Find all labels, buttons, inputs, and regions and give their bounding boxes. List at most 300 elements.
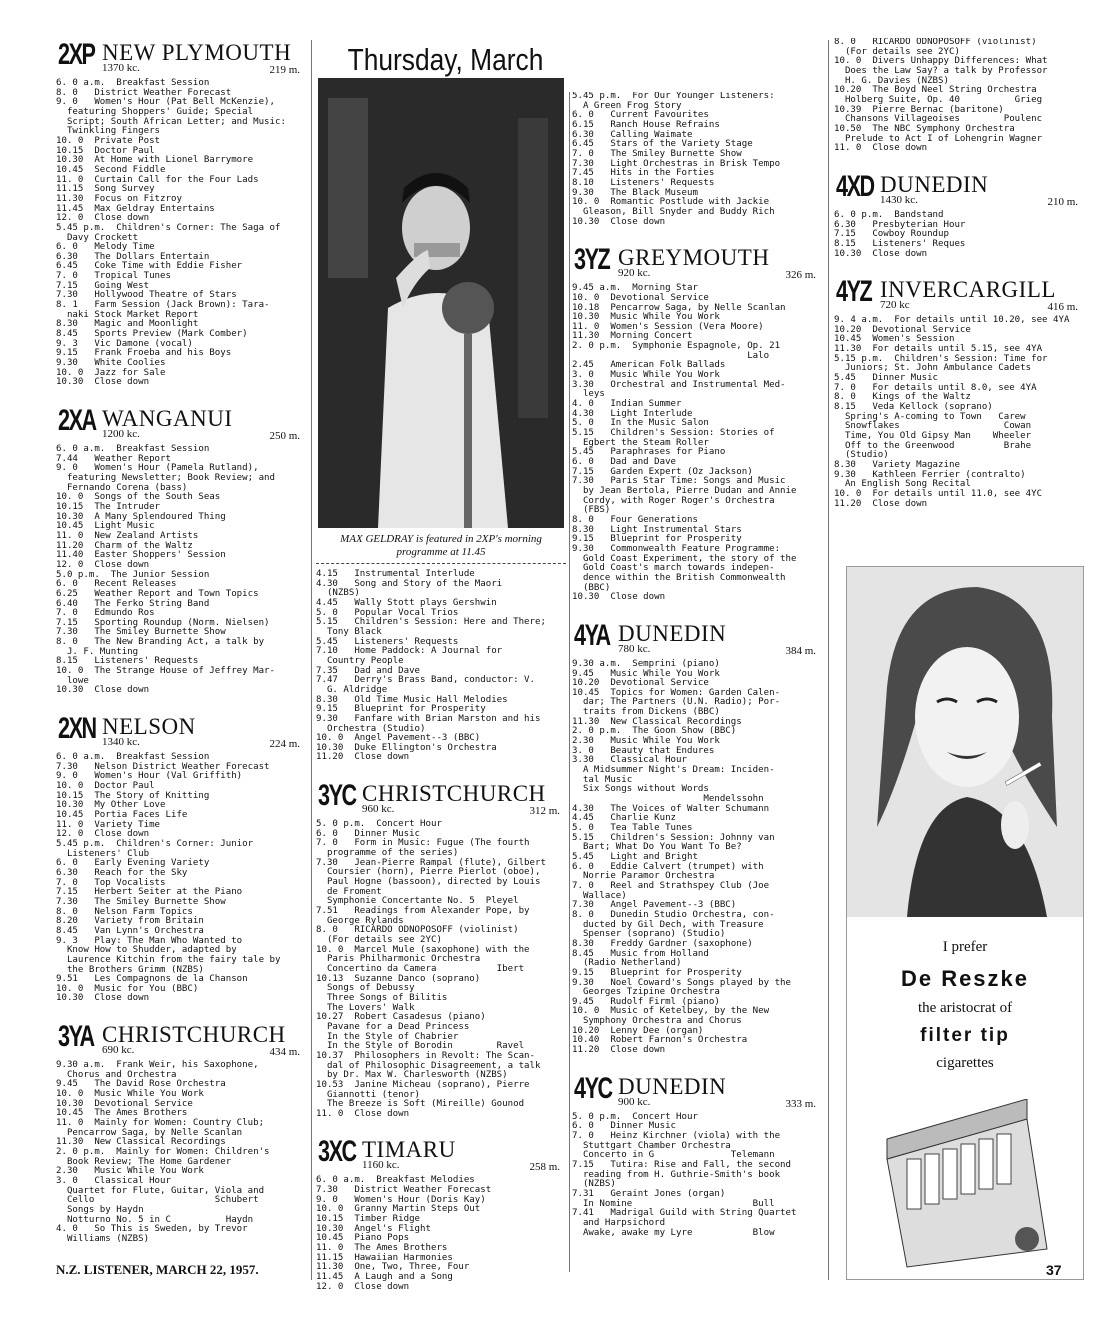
- station-frequency: 920 kc.: [618, 267, 651, 280]
- programme-line: 10.18 Pencarrow Saga, by Nelle Scanlan: [572, 302, 786, 313]
- station-name: DUNEDIN: [618, 620, 727, 646]
- programme-line: 6.45 Stars of the Variety Stage: [572, 139, 753, 150]
- programme-line: 9.51 Les Compagnons de la Chanson: [56, 974, 248, 985]
- programme-line: the Brothers Grimm (NZBS): [56, 964, 204, 975]
- programme-line: Stuttgart Chamber Orchestra: [572, 1140, 731, 1151]
- station-wavelength: 416 m.: [1047, 301, 1078, 314]
- programme-line: 8. 0 Kings of the Waltz: [834, 392, 971, 403]
- programme-line: Lalo: [572, 350, 770, 361]
- ad-text: [847, 939, 1083, 1072]
- programme-line: 4. 0 So This is Sweden, by Trevor: [56, 1224, 248, 1235]
- programme-line: 9. 0 Women's Hour (Val Griffith): [56, 771, 243, 782]
- programme-line: 7.30 Hollywood Theatre of Stars: [56, 290, 237, 301]
- programme-line: 5.45 Light and Bright: [572, 851, 698, 862]
- programme-line: 10.30 Close down: [572, 216, 666, 227]
- spacer: [56, 388, 306, 402]
- programme-line: by Jean Bertola, Pierre Dudan and Annie: [572, 485, 797, 496]
- programme-line: 7.45 Hits in the Forties: [572, 168, 715, 179]
- programme-line: 11.45 A Laugh and a Song: [316, 1272, 453, 1283]
- programme-line: 10. 0 For details until 11.0, see 4YC: [834, 488, 1043, 499]
- station-callsign: 2XA: [58, 404, 96, 437]
- programme-line: 10. 0 Devotional Service: [572, 292, 709, 303]
- photo-caption: MAX GELDRAY is featured in 2XP's morning programme at 11.45: [316, 533, 566, 564]
- programme-line: 6.30 Presbyterian Hour: [834, 219, 966, 230]
- programme-listing: [572, 284, 822, 603]
- programme-line: Wallace): [572, 890, 627, 901]
- programme-line: 10.45 Topics for Women: Garden Calen-: [572, 687, 781, 698]
- station-name: TIMARU: [362, 1137, 456, 1163]
- programme-line: 6.30 Calling Waimate: [572, 129, 693, 140]
- spacer: [56, 1245, 306, 1259]
- column-2: [316, 36, 566, 1306]
- spacer: [316, 763, 566, 777]
- programme-line: 10.27 Robert Casadesus (piano): [316, 1012, 486, 1023]
- programme-line: 11.30 New Classical Recordings: [56, 1137, 226, 1148]
- programme-line: 10.30 Close down: [834, 248, 928, 259]
- station-header: [56, 712, 306, 752]
- programme-line: 10.20 The Boyd Neel String Orchestra: [834, 85, 1037, 96]
- programme-line: 7. 0 Form in Music: Fugue (The fourth: [316, 838, 530, 849]
- programme-line: 10. 0 Marcel Mule (saxophone) with the: [316, 944, 530, 955]
- spacer: [56, 696, 306, 710]
- programme-listing: [316, 1176, 566, 1292]
- spacer: [834, 509, 1084, 523]
- photo-max-geldray: [318, 78, 564, 528]
- station-frequency: 780 kc.: [618, 642, 651, 655]
- programme-line: 10.45 Second Fiddle: [56, 164, 166, 175]
- programme-line: Norrie Paramor Orchestra: [572, 871, 715, 882]
- programme-line: 10. 0 Angel Pavement--3 (BBC): [316, 733, 481, 744]
- programme-line: 5.0 p.m. The Junior Session: [56, 569, 210, 580]
- programme-line: 10.30 Music While You Work: [572, 312, 720, 323]
- programme-line: 7. 0 The Smiley Burnette Show: [572, 148, 742, 159]
- spacer: [572, 1238, 822, 1252]
- programme-line: 10.53 Janine Micheau (soprano), Pierre: [316, 1079, 530, 1090]
- programme-line: naki Stock Market Report: [56, 309, 199, 320]
- programme-line: 6.30 Reach for the Sky: [56, 867, 188, 878]
- programme-line: Three Songs of Bilitis: [316, 992, 448, 1003]
- programme-line: 10.39 Pierre Bernac (baritone): [834, 104, 1004, 115]
- programme-listing: [56, 753, 306, 1004]
- programme-line: de Froment: [316, 886, 382, 897]
- programme-line: 10.13 Suzanne Danco (soprano): [316, 973, 481, 984]
- station-wavelength: 434 m.: [269, 1046, 300, 1059]
- station-wavelength: 312 m.: [529, 805, 560, 818]
- programme-line: 6. 0 Early Evening Variety: [56, 858, 210, 869]
- programme-line: 11.40 Easter Shoppers' Session: [56, 550, 226, 561]
- station-callsign: 4YZ: [836, 275, 872, 309]
- programme-line: 11. 0 Variety Time: [56, 819, 161, 830]
- programme-line: 4.30 Song and Story of the Maori: [316, 578, 503, 589]
- programme-line: 10.45 Light Music: [56, 521, 155, 532]
- programme-line: Six Songs without Words: [572, 784, 709, 795]
- programme-line: 8. 0 District Weather Forecast: [56, 87, 232, 98]
- programme-line: Bart; What Do You Want To Be?: [572, 842, 742, 853]
- station-frequency: 690 kc.: [102, 1044, 135, 1057]
- programme-line: 6. 0 Dinner Music: [316, 828, 421, 839]
- station-name: NELSON: [102, 714, 196, 740]
- programme-line: 10.30 Close down: [56, 993, 150, 1004]
- programme-line: 10.15 Timber Ridge: [316, 1214, 421, 1225]
- programme-line: Mendelssohn: [572, 794, 764, 805]
- station-wavelength: 224 m.: [269, 738, 300, 751]
- programme-line: G. Aldridge: [316, 684, 388, 695]
- programme-line: Snowflakes Cowan: [834, 421, 1032, 432]
- station-wavelength: 219 m.: [269, 64, 300, 76]
- programme-line: (NZBS): [572, 1179, 616, 1190]
- column-rule: [311, 40, 312, 1280]
- programme-line: 5.45 p.m. Children's Corner: Junior: [56, 838, 254, 849]
- station-name: INVERCARGILL: [880, 277, 1056, 303]
- station-wavelength: 258 m.: [529, 1161, 560, 1174]
- programme-line: 2. 0 p.m. The Goon Show (BBC): [572, 726, 737, 737]
- programme-line: Time, You Old Gipsy Man Wheeler: [834, 431, 1032, 442]
- programme-line: Notturno No. 5 in C Haydn: [56, 1214, 254, 1225]
- programme-line: 10. 0 Romantic Postlude with Jackie: [572, 197, 770, 208]
- programme-line: 10. 0 Private Post: [56, 135, 161, 146]
- programme-line: 9.30 Noel Coward's Songs played by the: [572, 977, 791, 988]
- programme-line: 10.40 Robert Farnon's Orchestra: [572, 1035, 748, 1046]
- programme-line: 9.15 Blueprint for Prosperity: [572, 967, 742, 978]
- station-name: CHRISTCHURCH: [102, 1022, 286, 1048]
- programme-line: 4.30 The Voices of Walter Schumann: [572, 803, 770, 814]
- programme-line: 6. 0 Eddie Calvert (trumpet) with: [572, 861, 764, 872]
- programme-line: 9.30 White Coolies: [56, 358, 166, 369]
- programme-line: 9. 0 Women's Hour (Doris Kay): [316, 1194, 486, 1205]
- programme-line: Fernando Corena (bass): [56, 482, 188, 493]
- programme-line: 4.45 Charlie Kunz: [572, 813, 677, 824]
- programme-line: 6.25 Weather Report and Town Topics: [56, 588, 259, 599]
- programme-line: 8. 1 Farm Session (Jack Brown): Tara-: [56, 300, 270, 311]
- programme-line: 7.30 Paris Star Time: Songs and Music: [572, 476, 786, 487]
- programme-line: featuring Newsletter; Book Review; and: [56, 472, 275, 483]
- programme-line: 9.45 Music While You Work: [572, 668, 720, 679]
- programme-line: Gold Coast Experiment, the story of the: [572, 553, 797, 564]
- station-header: [572, 243, 822, 283]
- programme-line: 7.15 Tutira: Rise and Fall, the second: [572, 1160, 791, 1171]
- programme-line: 9.30 Fanfare with Brian Marston and his: [316, 713, 541, 724]
- spacer: [834, 259, 1084, 273]
- station-header: [834, 170, 1084, 210]
- column-2-listings: [316, 570, 566, 1306]
- station-frequency: 1200 kc.: [102, 428, 140, 440]
- programme-line: 9. 3 Vic Damone (vocal): [56, 338, 193, 349]
- programme-line: 11.15 Song Survey: [56, 184, 155, 195]
- programme-line: 4.15 Instrumental Interlude: [316, 569, 475, 579]
- station-header: [56, 38, 306, 78]
- station-frequency: 1160 kc.: [362, 1159, 400, 1172]
- programme-listing: [572, 660, 822, 1056]
- programme-line: 6.45 Coke Time with Eddie Fisher: [56, 261, 243, 272]
- programme-line: 7.35 Dad and Dave: [316, 665, 421, 676]
- programme-line: 5. 0 Tea Table Tunes: [572, 823, 693, 833]
- programme-line: 6. 0 Melody Time: [56, 242, 155, 253]
- programme-line: 5.15 Children's Session: Here and There;: [316, 617, 546, 628]
- station-wavelength: 384 m.: [785, 644, 816, 657]
- programme-line: 7. 0 Reel and Strathspey Club (Joe: [572, 880, 770, 891]
- programme-line: 7.30 The Smiley Burnette Show: [56, 896, 226, 907]
- column-rule: [828, 40, 829, 1280]
- programme-line: 10.45 The Ames Brothers: [56, 1108, 188, 1119]
- programme-line: 11. 0 Mainly for Women: Country Club;: [56, 1118, 265, 1129]
- spacer: [56, 1004, 306, 1018]
- programme-line: 7. 0 For details until 8.0, see 4YA: [834, 382, 1037, 393]
- cigarette-pack-image: [877, 1099, 1057, 1269]
- programme-line: 10.45 Women's Session: [834, 334, 955, 345]
- programme-line: 8.30 Variety Magazine: [834, 460, 960, 470]
- programme-line: 9.30 a.m. Frank Weir, his Saxophone,: [56, 1060, 259, 1071]
- station-callsign: 4YA: [574, 618, 610, 652]
- programme-line: 9.30 Kathleen Ferrier (contralto): [834, 469, 1026, 480]
- programme-line: 8.10 Listeners' Requests: [572, 177, 715, 188]
- programme-line: 8. 0 RICARDO ODNOPOSOFF (violinist): [316, 925, 519, 936]
- programme-line: Book Review; The Home Gardener: [56, 1156, 232, 1167]
- programme-line: 11.20 Close down: [834, 498, 928, 509]
- programme-line: In the Style of Borodin Ravel: [316, 1041, 525, 1052]
- programme-line: Spring's A-coming to Town Carew: [834, 411, 1026, 422]
- programme-line: 10.30 A Many Splendoured Thing: [56, 511, 226, 522]
- programme-line: 7.30 Angel Pavement--3 (BBC): [572, 900, 737, 911]
- station-name: DUNEDIN: [618, 1073, 727, 1099]
- programme-line: 4.45 Wally Stott plays Gershwin: [316, 597, 497, 608]
- station-frequency: 1340 kc.: [102, 736, 140, 749]
- programme-line: 10.15 The Story of Knitting: [56, 790, 210, 801]
- programme-line: 2.45 American Folk Ballads: [572, 360, 726, 371]
- station-header: [56, 404, 306, 444]
- woman-portrait-image: [847, 567, 1083, 917]
- programme-line: tal Music: [572, 774, 633, 785]
- station-wavelength: 210 m.: [1047, 195, 1078, 208]
- programme-line: 6. 0 a.m. Breakfast Session: [56, 78, 210, 88]
- programme-line: 10.30 Close down: [56, 377, 150, 388]
- programme-line: Holberg Suite, Op. 40 Grieg: [834, 94, 1043, 105]
- programme-line: 12. 0 Close down: [56, 829, 150, 840]
- programme-line: 11.30 One, Two, Three, Four: [316, 1262, 470, 1273]
- programme-line: 6. 0 a.m. Breakfast Session: [56, 444, 210, 454]
- programme-line: Cello Schubert: [56, 1195, 259, 1206]
- programme-line: 8.30 Old Time Music Hall Melodies: [316, 694, 508, 705]
- programme-line: 8. 0 The New Branding Act, a talk by: [56, 637, 265, 648]
- programme-line: 12. 0 Close down: [56, 213, 150, 224]
- programme-line: 8.45 Sports Preview (Mark Comber): [56, 329, 248, 340]
- programme-line: Awake, awake my Lyre Blow: [572, 1227, 775, 1238]
- programme-line: 7.15 Garden Expert (Oz Jackson): [572, 466, 753, 477]
- station-name: CHRISTCHURCH: [362, 781, 546, 807]
- programme-line: reading from H. Guthrie-Smith's book: [572, 1169, 781, 1180]
- programme-line: Georges Tzipine Orchestra: [572, 987, 720, 998]
- programme-line: Egbert the Steam Roller: [572, 437, 709, 448]
- programme-line: 10.30 Close down: [572, 592, 666, 603]
- harmonica-player-photo: [318, 78, 564, 528]
- programme-line: 8.15 Listeners' Reques: [834, 238, 966, 249]
- station-callsign: 3YA: [58, 1020, 94, 1054]
- programme-line: (For details see 2YC): [834, 46, 960, 57]
- programme-line: 11. 0 Close down: [316, 1108, 410, 1119]
- programme-line: 11.15 Hawaiian Harmonies: [316, 1252, 453, 1263]
- programme-line: 9. 0 Women's Hour (Pat Bell McKenzie),: [56, 97, 275, 108]
- spacer: [316, 1119, 566, 1133]
- station-header: [316, 779, 566, 819]
- programme-line: dar; The Partners (U.N. Radio); Por-: [572, 697, 781, 708]
- programme-line: 7. 0 Edmundo Ros: [56, 608, 155, 619]
- programme-line: 11.20 Close down: [316, 752, 410, 763]
- station-callsign: 3YZ: [574, 243, 610, 277]
- station-callsign: 3YC: [318, 779, 356, 813]
- programme-line: 11.20 Charm of the Waltz: [56, 540, 193, 551]
- programme-line: Listeners' Club: [56, 848, 150, 859]
- programme-line: 10.20 Lenny Dee (organ): [572, 1025, 704, 1036]
- programme-line: 8.15 Listeners' Requests: [56, 656, 199, 667]
- programme-line: 7.30 The Smiley Burnette Show: [56, 627, 226, 638]
- programme-line: 9.15 Blueprint for Prosperity: [316, 704, 486, 715]
- column-4: [834, 38, 1084, 523]
- programme-listing: [572, 92, 822, 227]
- programme-line: 7.44 Weather Report: [56, 453, 171, 464]
- station-frequency: 720 kc: [880, 299, 910, 312]
- programme-line: 8.45 Music from Holland: [572, 948, 709, 959]
- programme-line: Concerto in G Telemann: [572, 1150, 775, 1161]
- programme-line: Paul Hogne (bassoon), directed by Louis: [316, 877, 541, 888]
- programme-line: In Nomine Bull: [572, 1198, 775, 1209]
- programme-line: Laurence Kitchin from the fairy tale by: [56, 954, 281, 965]
- programme-line: 8.30 Magic and Moonlight: [56, 319, 199, 330]
- station-header: [572, 619, 822, 659]
- programme-line: Pencarrow Saga, by Nelle Scanlan: [56, 1127, 243, 1138]
- programme-line: 3. 0 Music While You Work: [572, 370, 720, 381]
- programme-line: 6. 0 Current Favourites: [572, 110, 709, 121]
- programme-line: 8. 0 Nelson Farm Topics: [56, 906, 193, 917]
- programme-line: 2.30 Music While You Work: [56, 1166, 204, 1177]
- column-rule: [569, 92, 570, 1272]
- programme-line: and Harpsichord: [572, 1217, 666, 1228]
- programme-line: 5.15 Children's Session: Stories of: [572, 428, 775, 439]
- cigarette-advertisement: [846, 566, 1084, 1280]
- spacer: [316, 1292, 566, 1306]
- programme-line: 11.30 Focus on Fitzroy: [56, 193, 182, 204]
- programme-line: 6. 0 a.m. Breakfast Session: [56, 752, 210, 763]
- programme-line: featuring Shoppers' Guide; Special: [56, 106, 254, 117]
- programme-line: Concertino da Camera Ibert: [316, 963, 525, 974]
- programme-line: (For details see 2YC): [316, 935, 442, 945]
- programme-line: 5.15 Children's Session: Johnny van: [572, 832, 775, 843]
- programme-line: 10. 0 Music for You (BBC): [56, 983, 199, 994]
- programme-line: 6. 0 Dad and Dave: [572, 457, 677, 467]
- programme-line: Symphonie Concertante No. 5 Pleyel: [316, 896, 519, 907]
- programme-line: 3. 0 Beauty that Endures: [572, 745, 715, 756]
- programme-line: 3. 0 Classical Hour: [56, 1176, 171, 1186]
- programme-line: 8.30 Freddy Gardner (saxophone): [572, 938, 753, 949]
- programme-line: 9.15 Blueprint for Prosperity: [572, 534, 742, 545]
- programme-line: 10.15 The Intruder: [56, 501, 161, 512]
- programme-line: 11.30 For details until 5.15, see 4YA: [834, 344, 1043, 355]
- programme-line: by Dr. Max W. Charlesworth (NZBS): [316, 1070, 508, 1081]
- programme-line: programme of the series): [316, 848, 459, 859]
- station-header: [56, 1020, 306, 1060]
- programme-line: Cordy, with Roger Roger's Orchestra: [572, 495, 775, 506]
- programme-line: 7. 0 Heinz Kirchner (viola) with the: [572, 1131, 781, 1142]
- programme-line: Tony Black: [316, 626, 382, 637]
- programme-line: 3.30 Classical Hour: [572, 755, 687, 766]
- station-callsign: 2XP: [58, 38, 95, 71]
- programme-line: 11. 0 Women's Session (Vera Moore): [572, 321, 764, 332]
- programme-line: J. F. Munting: [56, 646, 139, 657]
- programme-line: 10. 0 Granny Martin Steps Out: [316, 1204, 481, 1215]
- programme-line: 7.31 Geraint Jones (organ): [572, 1189, 726, 1199]
- programme-line: 9.30 a.m. Semprini (piano): [572, 658, 720, 669]
- station-callsign: 3XC: [318, 1135, 356, 1169]
- programme-line: Symphony Orchestra and Chorus: [572, 1016, 742, 1027]
- programme-line: 10.30 Duke Ellington's Orchestra: [316, 742, 497, 753]
- programme-line: 7.15 Going West: [56, 280, 150, 291]
- programme-line: Gold Coast's march towards indepen-: [572, 563, 775, 574]
- programme-line: 5. 0 Popular Vocal Trios: [316, 607, 459, 618]
- programme-line: 5.45 Paraphrases for Piano: [572, 447, 726, 458]
- programme-line: A Green Frog Story: [572, 100, 682, 111]
- programme-listing: [834, 38, 1084, 154]
- page-title: Thursday, March: [347, 42, 544, 77]
- programme-line: 10. 0 Doctor Paul: [56, 781, 155, 792]
- station-callsign: 2XN: [58, 712, 96, 746]
- programme-line: 7.51 Readings from Alexander Pope, by: [316, 906, 530, 917]
- programme-line: 7.30 District Weather Forecast: [316, 1185, 492, 1196]
- programme-line: 9. 0 Women's Hour (Pamela Rutland),: [56, 463, 259, 474]
- programme-line: dal of Philosophic Disagreement, a talk: [316, 1060, 541, 1071]
- programme-line: 8. 0 RICARDO ODNOPOSOFF (violinist): [834, 38, 1037, 47]
- station-frequency: 960 kc.: [362, 803, 395, 816]
- programme-line: 10.30 Angel's Flight: [316, 1223, 431, 1234]
- programme-line: 11. 0 The Ames Brothers: [316, 1243, 448, 1254]
- programme-line: Know How to Shudder, adapted by: [56, 945, 237, 956]
- programme-line: 11. 0 New Zealand Artists: [56, 530, 199, 541]
- programme-listing: [56, 79, 306, 388]
- programme-line: 7.41 Madrigal Guild with String Quartet: [572, 1208, 797, 1219]
- programme-line: dence within the British Commonwealth: [572, 572, 786, 583]
- programme-line: (FBS): [572, 505, 611, 516]
- ad-line-3: the aristocrat of: [917, 1000, 1013, 1016]
- programme-line: 9.45 Rudolf Firml (piano): [572, 996, 720, 1007]
- programme-line: 7.15 Herbert Seiter at the Piano: [56, 887, 243, 898]
- ad-line-5: cigarettes: [936, 1055, 994, 1071]
- programme-line: 9. 4 a.m. For details until 10.20, see 4YA: [834, 315, 1070, 326]
- programme-listing: [316, 820, 566, 1119]
- programme-listing: [56, 445, 306, 696]
- programme-line: 10.45 Piano Pops: [316, 1233, 410, 1244]
- programme-line: 10. 0 Music While You Work: [56, 1089, 204, 1100]
- programme-line: 5. 0 In the Music Salon: [572, 418, 709, 429]
- programme-line: 11. 0 Close down: [834, 143, 928, 154]
- programme-line: Country People: [316, 655, 404, 666]
- programme-line: Chansons Villageoises Poulenc: [834, 114, 1043, 125]
- programme-line: 8.30 Light Instrumental Stars: [572, 524, 742, 535]
- programme-line: 10. 0 Songs of the South Seas: [56, 492, 221, 503]
- programme-line: 10.30 Devotional Service: [56, 1098, 193, 1109]
- programme-line: Off to the Greenwood Brahe: [834, 440, 1032, 451]
- programme-line: 6. 0 p.m. Bandstand: [834, 209, 944, 220]
- column-1: [56, 36, 306, 1259]
- programme-line: 2. 0 p.m. Symphonie Espagnole, Op. 21: [572, 341, 781, 352]
- station-frequency: 900 kc.: [618, 1095, 651, 1108]
- programme-line: 7.30 Jean-Pierre Rampal (flute), Gilbert: [316, 857, 546, 868]
- spacer: [834, 154, 1084, 168]
- programme-line: 7.15 Sporting Roundup (Norm. Nielsen): [56, 617, 270, 628]
- programme-line: 9.15 Frank Froeba and his Boys: [56, 348, 232, 359]
- programme-line: 11.30 Morning Concert: [572, 331, 693, 342]
- programme-line: 10.45 Portia Faces Life: [56, 810, 188, 820]
- programme-line: 7. 0 Top Vocalists: [56, 877, 166, 888]
- programme-line: 8.15 Veda Kellock (soprano): [834, 402, 993, 413]
- ad-line-1: I prefer: [942, 939, 988, 955]
- programme-line: Script; South African Letter; and Music:: [56, 116, 286, 127]
